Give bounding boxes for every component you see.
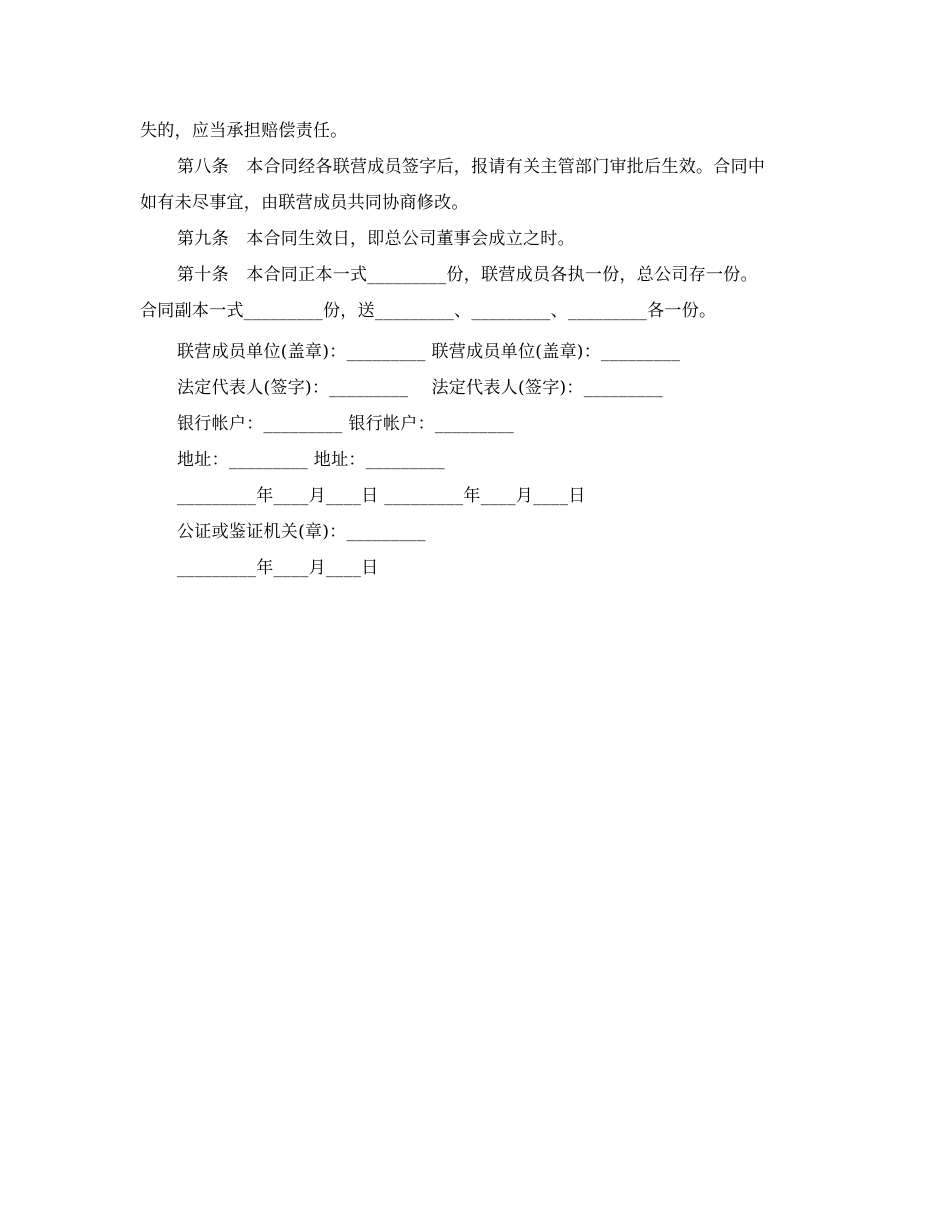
article-nine: 第九条 本合同生效日，即总公司董事会成立之时。 [177,229,575,249]
signature-bank-account: 银行帐户：_________ 银行帐户：_________ [177,414,515,434]
notary-seal: 公证或鉴证机关(章)：_________ [177,522,426,542]
signature-date: _________年____月____日 _________年____月____日 [177,486,586,506]
signature-address: 地址：_________ 地址：_________ [177,450,445,470]
signature-unit-seal: 联营成员单位(盖章)：_________ 联营成员单位(盖章)：_________ [177,342,681,362]
article-eight: 第八条 本合同经各联营成员签字后，报请有关主管部门审批后生效。合同中 [177,157,766,177]
article-ten: 第十条 本合同正本一式_________份，联营成员各执一份，总公司存一份。 [177,265,758,285]
article-eight-continuation: 如有未尽事宜，由联营成员共同协商修改。 [140,193,469,213]
signature-legal-rep: 法定代表人(签字)：_________ 法定代表人(签字)：_________ [177,378,663,398]
article-ten-continuation: 合同副本一式_________份，送_________、_________、_________各一份。 [140,301,717,321]
article-seven-continuation: 失的，应当承担赔偿责任。 [140,121,348,141]
notary-date: _________年____月____日 [177,558,379,578]
